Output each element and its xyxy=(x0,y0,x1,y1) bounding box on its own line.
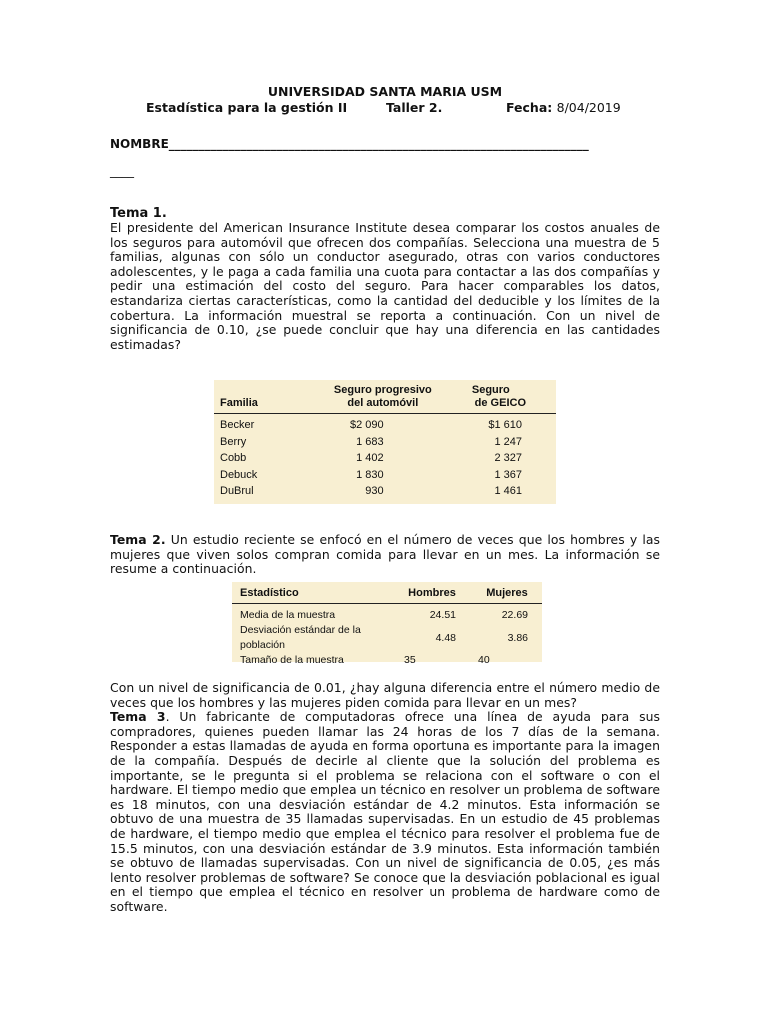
cell-progresivo: 1 402 xyxy=(356,452,384,464)
cell-hombres: 4.48 xyxy=(435,631,456,644)
col-progresivo-l2: del automóvil xyxy=(347,397,419,409)
tema2-question-block xyxy=(110,681,660,915)
takeout-table xyxy=(232,582,542,666)
cell-label: Desviación estándar de la población xyxy=(240,624,361,651)
course-name: Estadística para la gestión II xyxy=(146,100,348,115)
tema1-heading: Tema 1. xyxy=(110,206,167,221)
fecha-value: 8/04/2019 xyxy=(556,100,621,115)
cell-progresivo: $2 090 xyxy=(350,419,384,431)
col-geico xyxy=(450,380,556,414)
col-mujeres: Mujeres xyxy=(470,582,542,604)
fecha-label: Fecha: xyxy=(506,100,553,115)
table-row xyxy=(232,604,542,624)
document-page xyxy=(110,84,660,352)
tema2-question: Con un nivel de significancia de 0.01, ¿hay alguna diferencia entre el número medio de veces que los hombres y las mujeres piden comida para llevar en un mes? xyxy=(110,680,660,710)
taller-label: Taller 2. xyxy=(386,100,443,115)
col-hombres: Hombres xyxy=(392,582,470,604)
cell-mujeres: 22.69 xyxy=(501,609,528,621)
col-progresivo xyxy=(316,380,450,414)
cell-familia: Becker xyxy=(220,419,255,431)
course-line xyxy=(110,100,660,116)
cell-label: Media de la muestra xyxy=(240,609,336,621)
table-row xyxy=(214,450,556,467)
cell-familia: DuBrul xyxy=(220,485,254,497)
cell-familia: Berry xyxy=(220,435,247,448)
cell-geico: 1 461 xyxy=(494,485,522,497)
nombre-label: NOMBRE xyxy=(110,137,169,151)
university-title: UNIVERSIDAD SANTA MARIA USM xyxy=(267,84,503,99)
cell-mujeres: 40 xyxy=(478,654,490,666)
tema3-heading: Tema 3 xyxy=(110,709,166,725)
cell-label: Tamaño de la muestra xyxy=(240,654,344,666)
table-row xyxy=(232,653,542,668)
tema2-block xyxy=(110,533,660,577)
table-row xyxy=(214,434,556,451)
col-geico-l2: de GEICO xyxy=(474,397,526,409)
col-estadistico: Estadístico xyxy=(232,582,392,604)
cell-geico: 2 327 xyxy=(494,452,522,464)
insurance-table xyxy=(214,380,556,504)
cell-geico: $1 610 xyxy=(488,419,522,431)
cell-geico: 1 367 xyxy=(494,468,522,481)
col-progresivo-l1: Seguro progresivo xyxy=(333,384,432,396)
tema2-text xyxy=(110,533,660,577)
table-row xyxy=(214,467,556,484)
col-familia: Familia xyxy=(214,380,316,414)
cell-familia: Cobb xyxy=(220,452,247,464)
col-geico-l1: Seguro xyxy=(471,384,510,396)
cell-mujeres: 3.86 xyxy=(507,631,528,644)
cell-hombres: 35 xyxy=(404,654,416,666)
nombre-field xyxy=(110,136,660,152)
cell-progresivo: 1 683 xyxy=(356,435,384,448)
cell-familia: Debuck xyxy=(220,468,258,481)
tema3-body: . Un fabricante de computadoras ofrece una línea de ayuda para sus compradores, quienes pueden llamar las 24 horas de los 7 días de la semana. Responder a estas llamadas de ayuda en forma oportuna es importante para la imagen de la compañía. Después de decirle al cliente que la solución del problema es importante, se le pregunta si el problema se relaciona con el software o con el hardware. El tiempo medio que emplea un técnico en resolver un problema de software es 18 minutos, con una desviación estándar de 4.2 minutos. Esta información se obtuvo de una muestra de 35 llamadas supervisadas. En un estudio de 45 problemas de hardware, el tiempo medio que emplea el técnico para resolver el problema fue de 15.5 minutos, con una desviación estándar de 3.9 minutos. Esta información también se obtuvo de llamadas supervisadas. Con un nivel de significancia de 0.05, ¿es más lento resolver problemas de software? Se conoce que la desviación poblacional es igual en el tiempo que emplea el técnico en resolver un problema de hardware como de software. xyxy=(110,709,660,914)
nombre-underline: ______________________________________________________________________ xyxy=(168,137,589,151)
tema3-text xyxy=(110,710,660,914)
tema2-heading: Tema 2. xyxy=(110,532,166,547)
tema1-text: El presidente del American Insurance Institute desea comparar los costos anuales de los seguros para automóvil que ofrecen dos compañías. Selecciona una muestra de 5 familias, algunas con sólo un conductor asegurado, otras con varios conductores adolescentes, y le paga a cada familia una cuota para contactar a las dos compañías y pedir una estimación del costo del seguro. Para hacer comparables los datos, estandariza ciertas características, como la cantidad del deducible y los límites de la cobertura. La información muestral se reporta a continuación. Con un nivel de significancia de 0.10, ¿se puede concluir que hay una diferencia en las cantidades estimadas? xyxy=(110,220,660,352)
tema2-body: Un estudio reciente se enfocó en el número de veces que los hombres y las mujeres que viven solos compran comida para llevar en un mes. La información se resume a continuación. xyxy=(110,532,660,577)
nombre-underline-continued: ____ xyxy=(110,164,134,178)
table-row xyxy=(214,483,556,500)
cell-geico: 1 247 xyxy=(494,435,522,448)
fecha-group xyxy=(506,100,621,116)
cell-progresivo: 930 xyxy=(365,485,384,497)
cell-progresivo: 1 830 xyxy=(356,468,384,481)
table-row xyxy=(232,623,542,653)
table-row xyxy=(214,414,556,434)
cell-hombres: 24.51 xyxy=(429,609,456,621)
